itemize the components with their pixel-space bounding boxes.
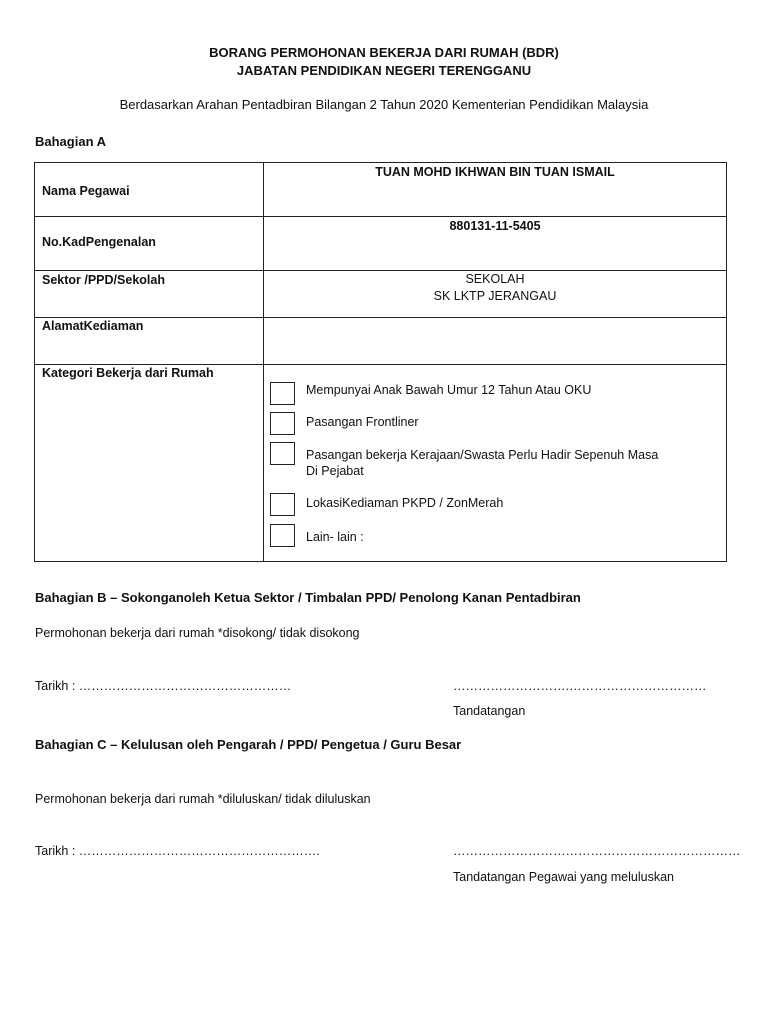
row-kp: [35, 217, 727, 271]
department-title: JABATAN PENDIDIKAN NEGERI TERENGGANU: [236, 63, 532, 78]
form-subtitle: Berdasarkan Arahan Pentadbiran Bilangan 2 Tahun 2020 Kementerian Pendidikan Malaysia: [119, 97, 649, 112]
option-label: Lain- lain :: [306, 530, 364, 544]
section-c-signature-label: Tandatangan Pegawai yang meluluskan: [453, 870, 674, 884]
form-title: BORANG PERMOHONAN BEKERJA DARI RUMAH (BDR): [209, 45, 559, 60]
sektor-label: Sektor /PPD/Sekolah: [42, 273, 165, 287]
row-nama: [35, 163, 727, 217]
checkbox[interactable]: [270, 382, 295, 405]
section-a-table: [34, 162, 727, 562]
nama-label: Nama Pegawai: [42, 184, 130, 198]
section-c-text: Permohonan bekerja dari rumah *diluluskan/ tidak diluluskan: [35, 792, 371, 806]
row-alamat: [35, 318, 727, 365]
sektor-value-line1[interactable]: SEKOLAH: [465, 272, 525, 286]
checkbox[interactable]: [270, 493, 295, 516]
sektor-value-line2[interactable]: SK LKTP JERANGAU: [433, 289, 557, 303]
section-b-text: Permohonan bekerja dari rumah *disokong/ tidak disokong: [35, 626, 360, 640]
kategori-label: Kategori Bekerja dari Rumah: [42, 366, 214, 380]
section-c-date-field[interactable]: Tarikh : ………………………………………………….: [35, 844, 320, 858]
section-b-signature-label: Tandatangan: [453, 704, 526, 718]
section-b-signature-line[interactable]: ……………………….……………………………: [453, 679, 707, 693]
option-label: Pasangan Frontliner: [306, 415, 419, 429]
kp-label: No.KadPengenalan: [42, 235, 156, 249]
checkbox[interactable]: [270, 412, 295, 435]
section-a-heading: Bahagian A: [35, 134, 107, 149]
section-c-signature-line[interactable]: ……………………………………………………………: [453, 844, 741, 858]
option-label: Pasangan bekerja Kerajaan/Swasta Perlu Hadir Sepenuh Masa: [306, 448, 659, 462]
section-c-heading: Bahagian C – Kelulusan oleh Pengarah / PPD/ Pengetua / Guru Besar: [35, 737, 462, 752]
row-sektor: [35, 271, 727, 318]
alamat-label: AlamatKediaman: [42, 319, 144, 333]
row-kategori: [35, 365, 727, 562]
section-b-date-field[interactable]: Tarikh : ……………………………………………: [35, 679, 292, 693]
nama-value[interactable]: TUAN MOHD IKHWAN BIN TUAN ISMAIL: [375, 165, 615, 179]
checkbox[interactable]: [270, 442, 295, 465]
kp-value[interactable]: 880131-11-5405: [449, 219, 541, 233]
option-label: Mempunyai Anak Bawah Umur 12 Tahun Atau OKU: [306, 383, 592, 397]
option-label: LokasiKediaman PKPD / ZonMerah: [306, 496, 504, 510]
section-b-heading: Bahagian B – Sokonganoleh Ketua Sektor / Timbalan PPD/ Penolong Kanan Pentadbiran: [35, 590, 581, 605]
checkbox[interactable]: [270, 524, 295, 547]
option-label-line2: Di Pejabat: [306, 464, 364, 478]
